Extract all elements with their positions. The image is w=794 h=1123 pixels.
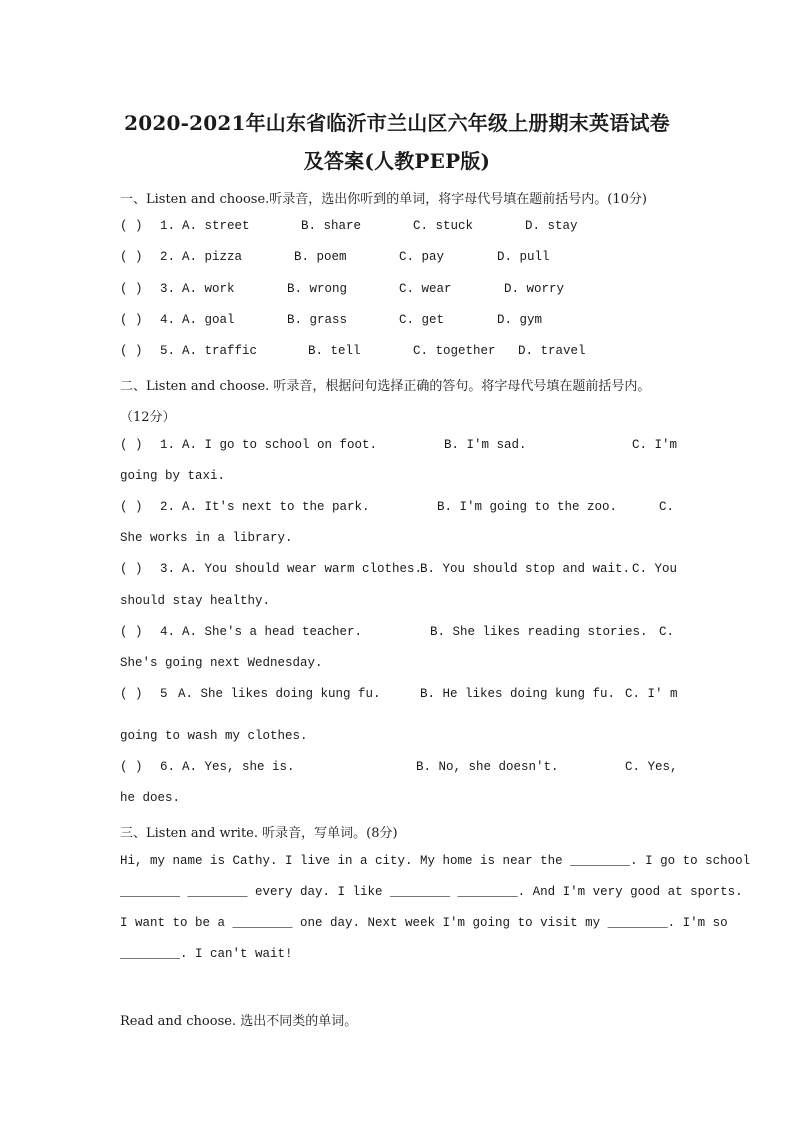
option-b: B. He likes doing kung fu. xyxy=(420,687,616,701)
option-c-cont: going by taxi. xyxy=(120,469,226,483)
passage-line: ________ ________ every day. I like ________ ________. And I'm very good at sports. xyxy=(120,885,743,899)
option-b: B. I'm going to the zoo. xyxy=(437,500,618,514)
option-d: D. worry xyxy=(504,282,565,296)
option-d: D. stay xyxy=(525,219,578,233)
option-b: B. poem xyxy=(294,250,347,264)
section4-heading: Read and choose. 选出不同类的单词。 xyxy=(120,1014,358,1029)
option-d: D. pull xyxy=(497,250,550,264)
option-c: C. together xyxy=(413,344,496,358)
option-b: B. grass xyxy=(287,313,348,327)
option-b: B. share xyxy=(301,219,362,233)
option-c: C. I' m xyxy=(625,687,678,701)
item-number: 2. xyxy=(160,500,176,514)
option-a: A. goal xyxy=(182,313,235,327)
option-d: D. travel xyxy=(518,344,586,358)
item-number: 3. xyxy=(160,562,176,576)
option-b: B. She likes reading stories. xyxy=(430,625,648,639)
answer-paren[interactable]: ( ) xyxy=(120,313,143,327)
section1-heading: 一、Listen and choose.听录音，选出你听到的单词，将字母代号填在题前括号内。(10分) xyxy=(120,192,647,207)
option-a: A. street xyxy=(182,219,250,233)
section3-heading: 三、Listen and write. 听录音，写单词。(8分) xyxy=(120,826,398,841)
passage-line: I want to be a ________ one day. Next week I'm going to visit my ________. I'm so xyxy=(120,916,728,930)
option-c: C. stuck xyxy=(413,219,474,233)
option-a: A. work xyxy=(182,282,235,296)
option-c: C. xyxy=(659,500,675,514)
answer-paren[interactable]: ( ) xyxy=(120,438,143,452)
option-c: C. You xyxy=(632,562,678,576)
option-b: B. wrong xyxy=(287,282,348,296)
item-number: 4. xyxy=(160,625,176,639)
option-c: C. Yes, xyxy=(625,760,678,774)
section2-heading-cont: （12分） xyxy=(120,410,176,425)
answer-paren[interactable]: ( ) xyxy=(120,625,143,639)
option-a: A. I go to school on foot. xyxy=(182,438,378,452)
item-number: 1. xyxy=(160,438,176,452)
option-a: A. Yes, she is. xyxy=(182,760,295,774)
option-c: C. I'm xyxy=(632,438,678,452)
option-c-cont: should stay healthy. xyxy=(120,594,271,608)
item-number: 1. xyxy=(160,219,176,233)
answer-paren[interactable]: ( ) xyxy=(120,500,143,514)
option-b: B. No, she doesn't. xyxy=(416,760,559,774)
item-number: 3. xyxy=(160,282,176,296)
option-a: A. She likes doing kung fu. xyxy=(178,687,381,701)
passage-line: ________. I can't wait! xyxy=(120,947,293,961)
option-c-cont: going to wash my clothes. xyxy=(120,729,308,743)
option-b: B. You should stop and wait. xyxy=(420,562,631,576)
answer-paren[interactable]: ( ) xyxy=(120,687,143,701)
answer-paren[interactable]: ( ) xyxy=(120,250,143,264)
answer-paren[interactable]: ( ) xyxy=(120,282,143,296)
page-subtitle: 及答案(人教PEP版) xyxy=(303,149,491,173)
option-c-cont: he does. xyxy=(120,791,181,805)
option-a: A. She's a head teacher. xyxy=(182,625,363,639)
option-a: A. pizza xyxy=(182,250,243,264)
option-a: A. You should wear warm clothes. xyxy=(182,562,423,576)
option-c-cont: She's going next Wednesday. xyxy=(120,656,323,670)
option-c: C. xyxy=(659,625,675,639)
option-a: A. traffic xyxy=(182,344,258,358)
item-number: 4. xyxy=(160,313,176,327)
answer-paren[interactable]: ( ) xyxy=(120,219,143,233)
answer-paren[interactable]: ( ) xyxy=(120,344,143,358)
answer-paren[interactable]: ( ) xyxy=(120,562,143,576)
option-d: D. gym xyxy=(497,313,543,327)
section2-heading: 二、Listen and choose. 听录音，根据问句选择正确的答句。将字母代号填在题前括号内。 xyxy=(120,379,651,394)
option-b: B. I'm sad. xyxy=(444,438,527,452)
option-c-cont: She works in a library. xyxy=(120,531,293,545)
option-a: A. It's next to the park. xyxy=(182,500,370,514)
item-number: 5. xyxy=(160,344,176,358)
option-c: C. wear xyxy=(399,282,452,296)
option-c: C. pay xyxy=(399,250,445,264)
option-b: B. tell xyxy=(308,344,361,358)
item-number: 2. xyxy=(160,250,176,264)
item-number: 5 xyxy=(160,687,168,701)
option-c: C. get xyxy=(399,313,445,327)
item-number: 6. xyxy=(160,760,176,774)
answer-paren[interactable]: ( ) xyxy=(120,760,143,774)
page-title: 2020-2021年山东省临沂市兰山区六年级上册期末英语试卷 xyxy=(124,111,670,135)
passage-line: Hi, my name is Cathy. I live in a city. My home is near the ________. I go to school xyxy=(120,854,751,868)
